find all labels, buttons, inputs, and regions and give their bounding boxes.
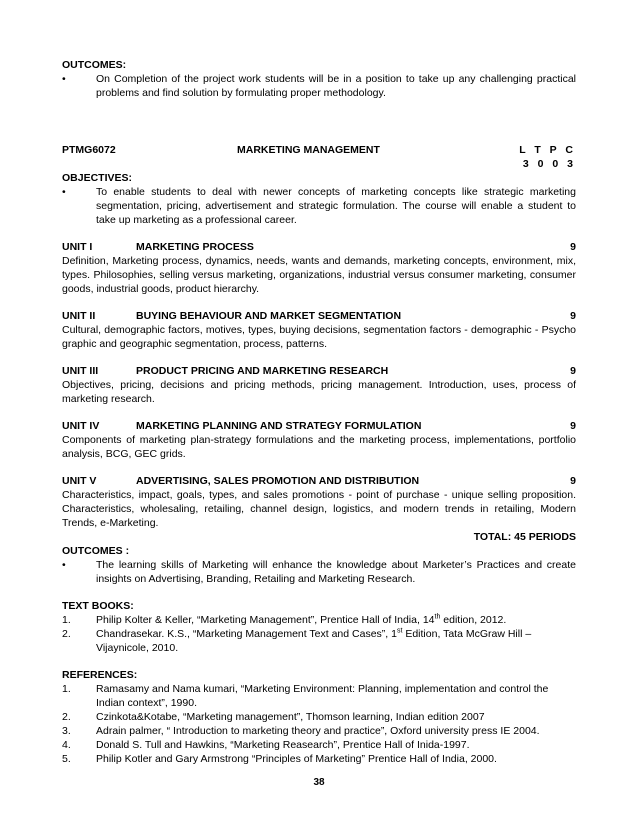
textbook-item [62,627,576,655]
unit-heading [62,364,576,378]
page-number: 38 [313,777,325,788]
unit-number: UNIT V [62,475,97,487]
item-number: 5. [62,753,71,765]
outcomes-text: The learning skills of Marketing will enhance the knowledge about Marketer’s Practices and create insights on Advertising, Branding, Retailing and Marketing Research. [96,559,576,585]
unit-content: Definition, Marketing process, dynamics, needs, wants and demands, marketing concepts, environment, mix, types. Philosophies, selling versus marketing, organizations, industrial versus consumer marketing, consumer goods, industrial goods, product hierarchy. [62,255,576,295]
unit-content: Objectives, pricing, decisions and pricing methods, pricing management. Introduction, uses, process of marketing research. [62,379,576,405]
unit-hours: 9 [570,475,576,487]
unit-hours: 9 [570,365,576,377]
item-text: Philip Kolter & Keller, “Marketing Management”, Prentice Hall of India, 14th edition, 2012. [96,613,507,626]
item-number: 2. [62,711,71,723]
ltpc-header: L T P C [519,144,576,156]
reference-item [62,752,576,766]
item-number: 3. [62,725,71,737]
unit-title: PRODUCT PRICING AND MARKETING RESEARCH [136,365,389,377]
unit-hours: 9 [570,241,576,253]
unit-heading [62,309,576,323]
unit-title: MARKETING PLANNING AND STRATEGY FORMULATION [136,420,422,432]
bullet-marker: • [62,186,66,198]
textbook-item [62,613,576,627]
unit-number: UNIT II [62,310,96,322]
unit-content: Characteristics, impact, goals, types, and sales promotions - point of purchase - unique selling proposition. Characteristics, wholesaling, retailing, channel design, logistics, and modern trends in retailing, Modern Trends, e-Marketing. [62,489,576,529]
objectives-text: To enable students to deal with newer concepts of marketing concepts like strategic marketing segmentation, pricing, advertisement and strategic formulation. The course will enable a student to take up marketing as a professional career. [96,186,576,226]
objectives-bullet-item [62,185,576,227]
unit-heading [62,240,576,254]
unit-content: Cultural, demographic factors, motives, types, buying decisions, segmentation factors - demographic - Psycho graphic and geographic segmentation, process, patterns. [62,324,576,350]
reference-item [62,738,576,752]
item-number: 1. [62,683,71,695]
item-text: Philip Kotler and Gary Armstrong “Principles of Marketing” Prentice Hall of India, 2000. [96,753,497,765]
item-number: 4. [62,739,71,751]
item-text: Czinkota&Kotabe, “Marketing management”, Thomson learning, Indian edition 2007 [96,711,485,723]
textbooks-heading: TEXT BOOKS: [62,600,134,612]
outcomes-bullet-item [62,558,576,586]
item-text: Donald S. Tull and Hawkins, “Marketing Reasearch”, Prentice Hall of Inida-1997. [96,739,470,751]
unit-title: MARKETING PROCESS [136,241,254,253]
unit-number: UNIT IV [62,420,100,432]
objectives-heading: OBJECTIVES: [62,172,133,184]
outcomes-heading: OUTCOMES: [62,59,127,71]
item-number: 1. [62,614,71,626]
unit-title: BUYING BEHAVIOUR AND MARKET SEGMENTATION [136,310,402,322]
unit-hours: 9 [570,420,576,432]
course-code: PTMG6072 [62,144,116,156]
unit-heading [62,474,576,488]
outcomes-heading: OUTCOMES : [62,545,130,557]
item-text: Ramasamy and Nama kumari, “Marketing Environment: Planning, implementation and control the Indian context”, 1990. [96,683,549,709]
ltpc-values: 3 0 0 3 [522,158,576,170]
unit-title: ADVERTISING, SALES PROMOTION AND DISTRIBUTION [136,475,420,487]
item-number: 2. [62,628,71,640]
reference-item [62,682,576,710]
outcomes-bullet-item [62,72,576,100]
item-text: Chandrasekar. K.S., “Marketing Management Text and Cases”, 1st Edition, Tata McGraw Hill – Vijaynicole, 2010. [96,627,532,654]
unit-number: UNIT III [62,365,99,377]
reference-item [62,710,576,724]
unit-heading [62,419,576,433]
unit-content: Components of marketing plan-strategy formulations and the marketing process, implementations, portfolio analysis, BCG, GEC grids. [62,434,576,460]
course-header [62,143,576,157]
item-text: Adrain palmer, “ Introduction to marketing theory and practice”, Oxford university press IE 2004. [96,725,540,737]
bullet-marker: • [62,73,66,85]
total-periods: TOTAL: 45 PERIODS [473,531,576,543]
references-heading: REFERENCES: [62,669,138,681]
course-title: MARKETING MANAGEMENT [237,144,380,156]
unit-hours: 9 [570,310,576,322]
unit-number: UNIT I [62,241,93,253]
document-page [62,58,576,766]
bullet-marker: • [62,559,66,571]
outcomes-text: On Completion of the project work students will be in a position to take up any challenging practical problems and find solution by formulating proper methodology. [96,73,576,99]
reference-item [62,724,576,738]
